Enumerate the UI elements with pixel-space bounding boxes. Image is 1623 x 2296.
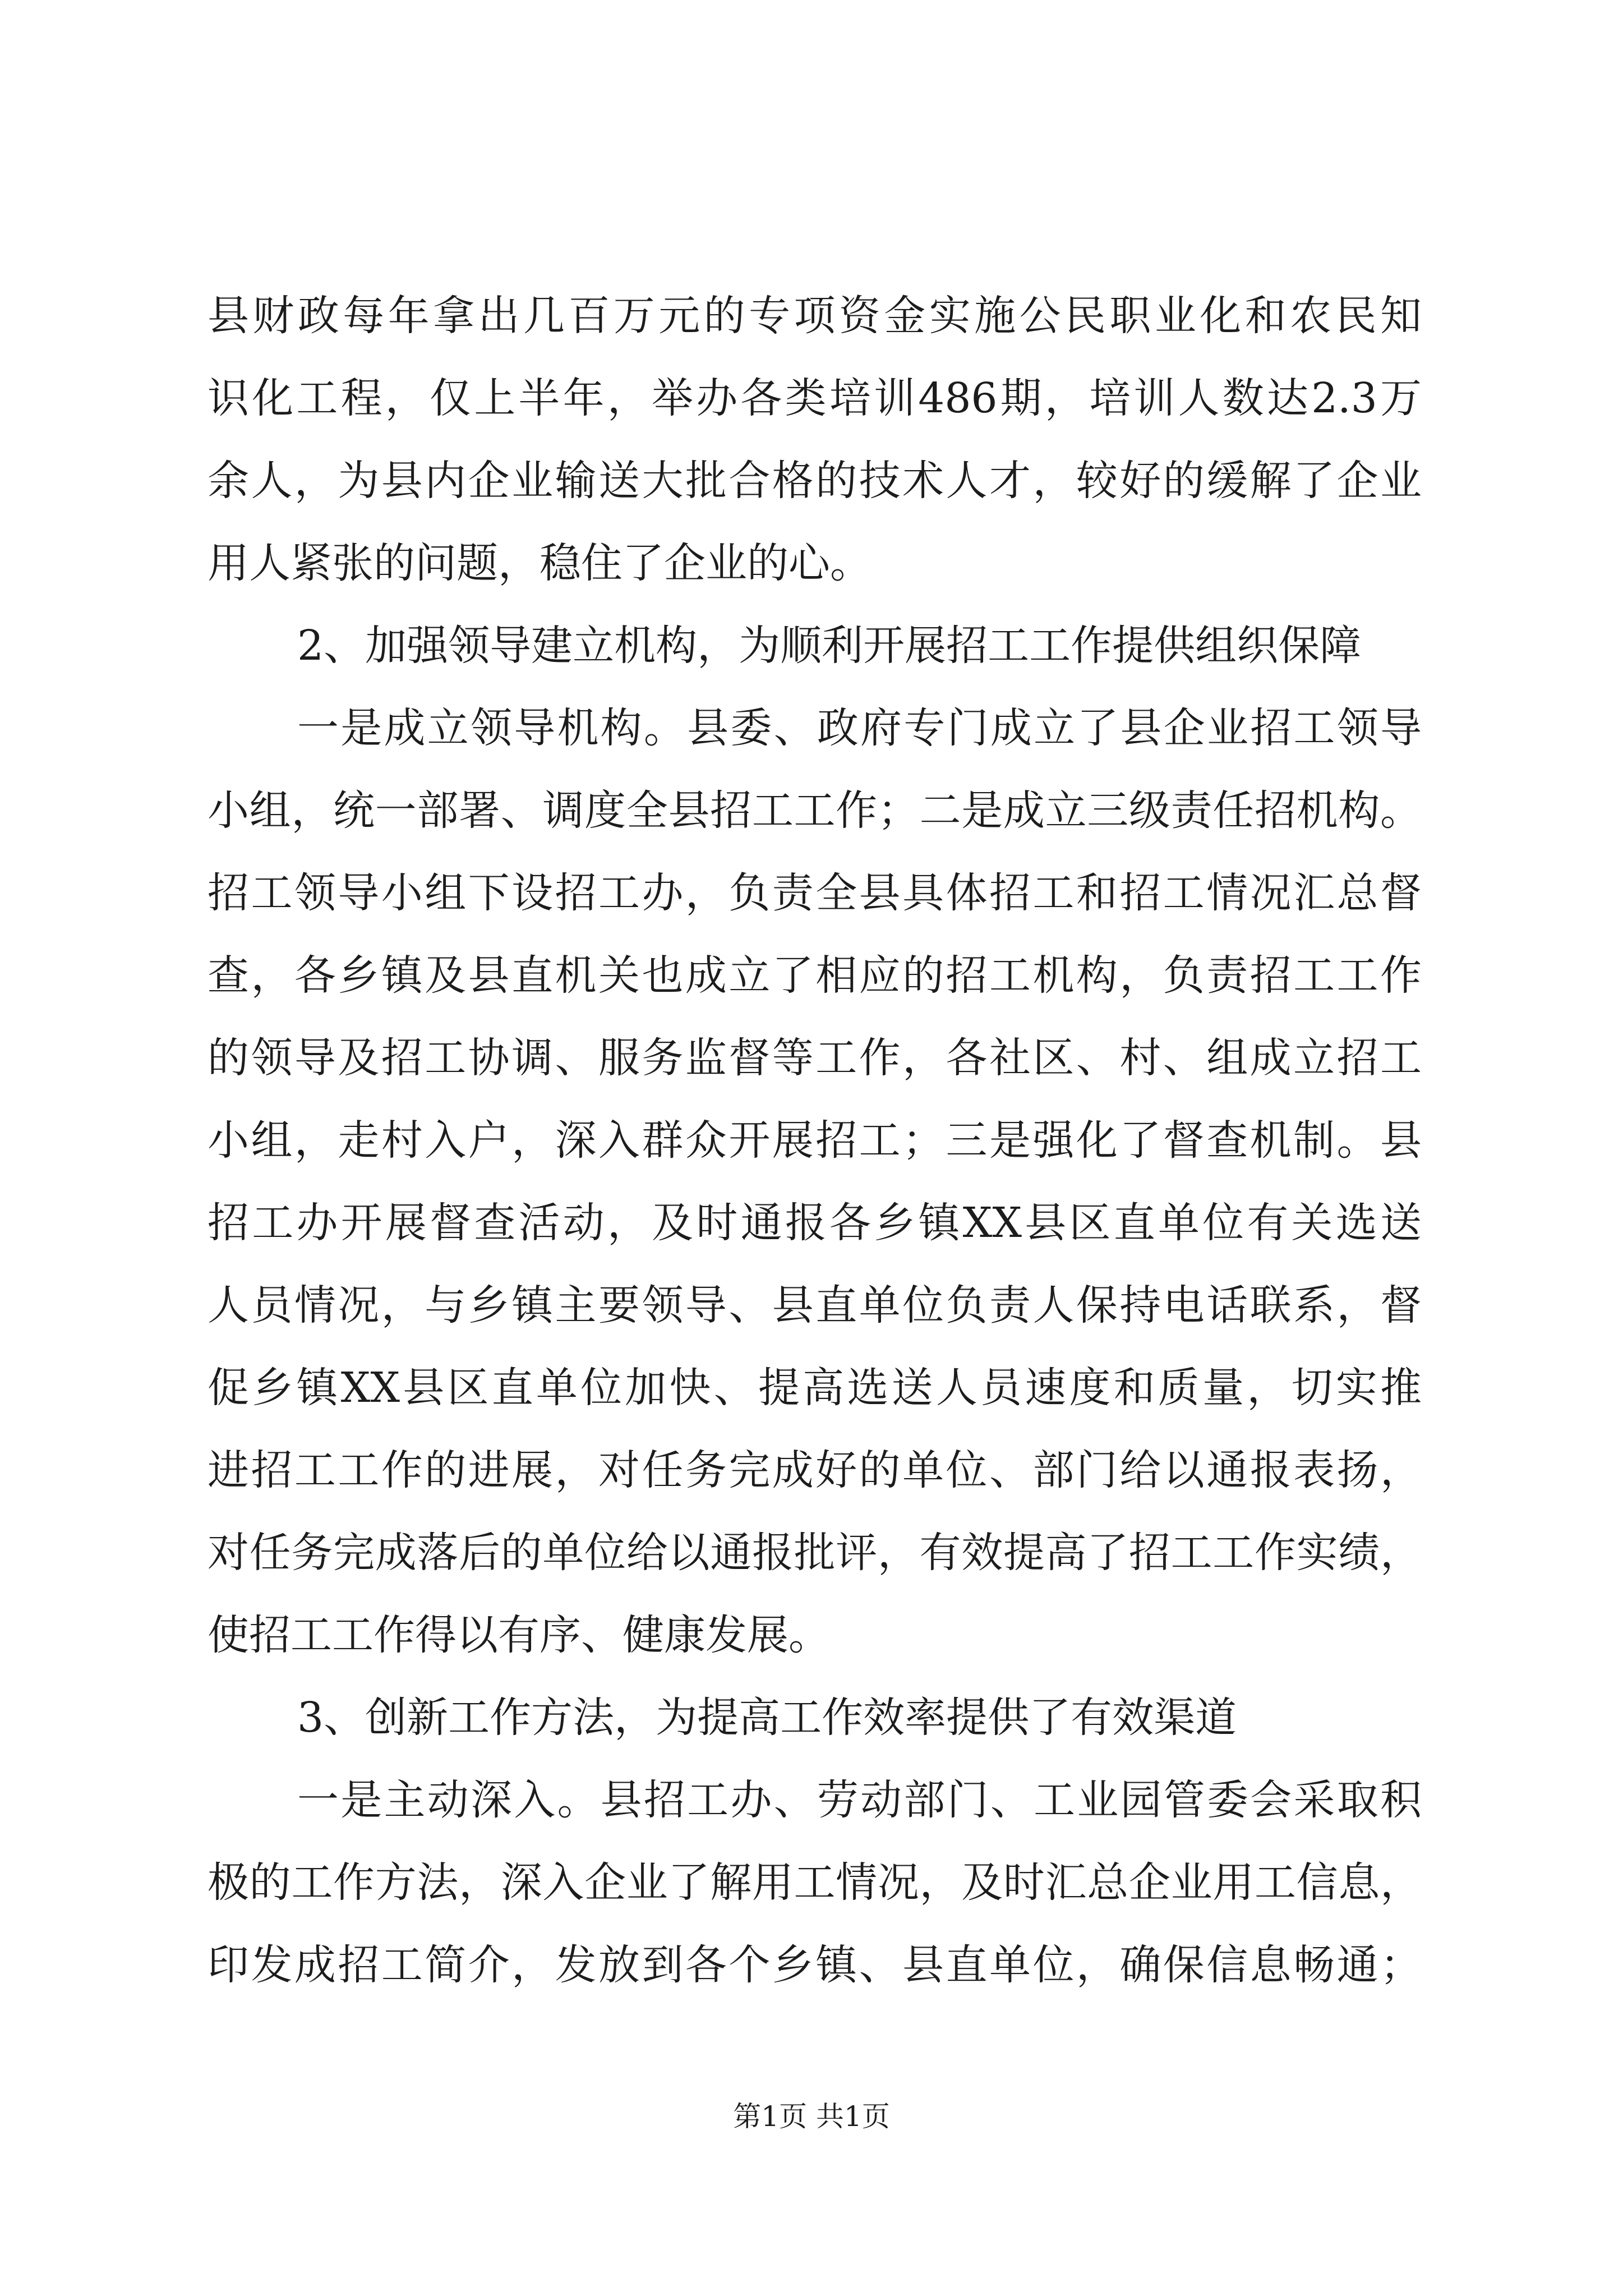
body-text-line: 进招工工作的进展，对任务完成好的单位、部门给以通报表扬，	[208, 1446, 1422, 1494]
page-number-footer: 第1页 共1页	[733, 2100, 890, 2133]
body-text-line: 的领导及招工协调、服务监督等工作，各社区、村、组成立招工	[208, 1034, 1422, 1082]
section-heading-3: 3、创新工作方法，为提高工作效率提供了有效渠道	[297, 1694, 1237, 1742]
document-body	[208, 275, 1422, 2007]
body-text-line: 对任务完成落后的单位给以通报批评，有效提高了招工工作实绩，	[208, 1529, 1422, 1577]
body-text-line: 一是成立领导机构。县委、政府专门成立了县企业招工领导	[297, 704, 1422, 752]
body-text-line: 使招工工作得以有序、健康发展。	[208, 1611, 830, 1659]
body-text-line: 印发成招工简介，发放到各个乡镇、县直单位，确保信息畅通；	[208, 1941, 1422, 1989]
body-text-line: 用人紧张的问题，稳住了企业的心。	[208, 539, 872, 587]
body-text-line: 县财政每年拿出几百万元的专项资金实施公民职业化和农民知	[208, 292, 1422, 340]
body-text-line: 一是主动深入。县招工办、劳动部门、工业园管委会采取积	[297, 1776, 1422, 1824]
body-text-line: 招工领导小组下设招工办，负责全县具体招工和招工情况汇总督	[208, 869, 1422, 917]
body-text-line: 小组，统一部署、调度全县招工工作；二是成立三级责任招机构。	[208, 786, 1422, 835]
body-text-line: 识化工程，仅上半年，举办各类培训486期，培训人数达2.3万	[208, 374, 1422, 422]
body-text-line: 余人，为县内企业输送大批合格的技术人才，较好的缓解了企业	[208, 457, 1422, 505]
section-heading-2: 2、加强领导建立机构，为顺利开展招工工作提供组织保障	[297, 622, 1362, 670]
body-text-line: 促乡镇XX县区直单位加快、提高选送人员速度和质量，切实推	[208, 1364, 1422, 1412]
body-text-line: 人员情况，与乡镇主要领导、县直单位负责人保持电话联系，督	[208, 1281, 1422, 1329]
body-text-line: 小组，走村入户，深入群众开展招工；三是强化了督查机制。县	[208, 1116, 1422, 1165]
body-text-line: 招工办开展督查活动，及时通报各乡镇XX县区直单位有关选送	[208, 1199, 1422, 1247]
body-text-line: 极的工作方法，深入企业了解用工情况，及时汇总企业用工信息，	[208, 1858, 1422, 1907]
body-text-line: 查，各乡镇及县直机关也成立了相应的招工机构，负责招工工作	[208, 951, 1422, 1000]
